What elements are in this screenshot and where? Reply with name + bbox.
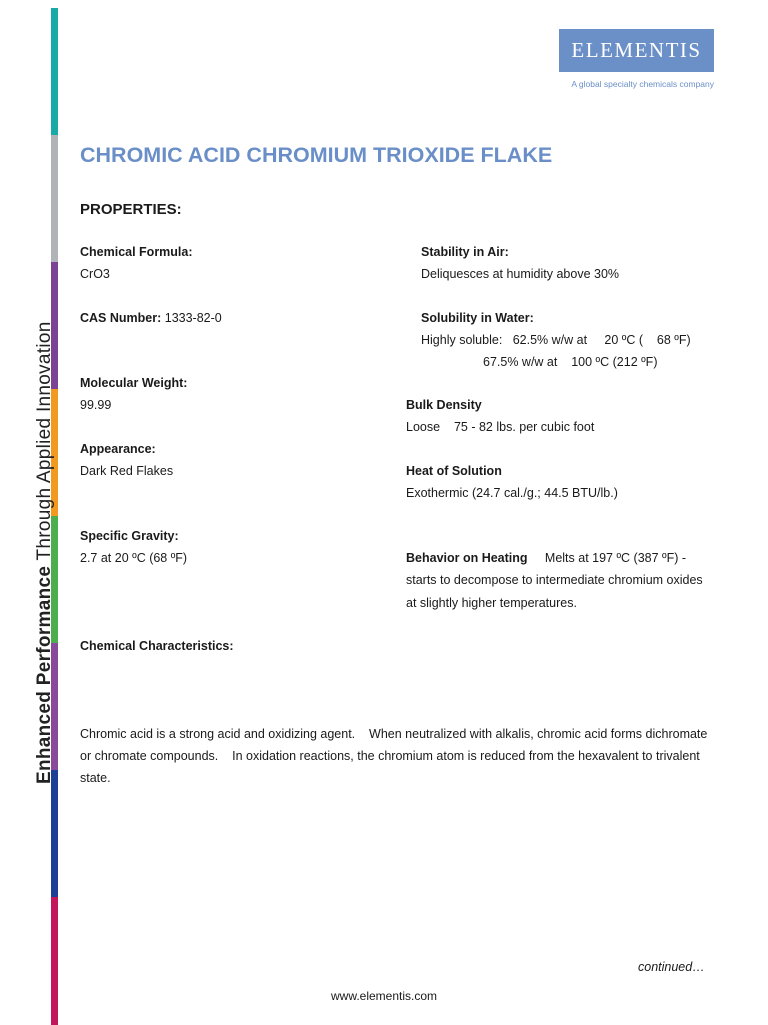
bulk-density-value: Loose 75 - 82 lbs. per cubic foot (406, 420, 595, 434)
logo-subtitle: A global specialty chemicals company (571, 79, 714, 89)
solubility-line-1: Highly soluble: 62.5% w/w at 20 ºC ( 68 ºF) (421, 333, 691, 347)
heating-line-1: Melts at 197 ºC (387 ºF) - (527, 551, 687, 565)
cas-value: 1333-82-0 (161, 311, 222, 325)
cas-label: CAS Number: (80, 311, 162, 325)
heating-row (406, 551, 686, 565)
sidebar-segment (51, 770, 58, 898)
logo-name: ELEMENTIS (571, 38, 702, 62)
stability-label: Stability in Air: (421, 245, 509, 259)
footer-url[interactable]: www.elementis.com (330, 989, 438, 1003)
sidebar-segment (51, 8, 58, 136)
heat-of-solution-label: Heat of Solution (406, 464, 502, 478)
appearance-value: Dark Red Flakes (80, 464, 174, 478)
tagline-bold: Enhanced Performance (34, 565, 55, 784)
solubility-label: Solubility in Water: (421, 311, 534, 325)
elementis-logo (559, 29, 714, 72)
formula-label: Chemical Formula: (80, 245, 193, 259)
sidebar-segment (51, 897, 58, 1025)
sidebar-segment (51, 135, 58, 263)
continued-note: continued… (638, 960, 705, 974)
tagline-rest: Through Applied Innovation (34, 321, 55, 566)
solubility-line-2: 67.5% w/w at 100 ºC (212 ºF) (483, 355, 658, 369)
characteristics-paragraph: Chromic acid is a strong acid and oxidizing agent. When neutralized with alkalis, chromic acid forms dichromate or chromate compounds. In oxidation reactions, the chromium atom is reduced from the hexavalent to trivalent state. (80, 727, 711, 785)
heat-of-solution-value: Exothermic (24.7 cal./g.; 44.5 BTU/lb.) (406, 486, 618, 500)
sg-label: Specific Gravity: (80, 529, 179, 543)
appearance-label: Appearance: (80, 442, 156, 456)
heating-line-2: starts to decompose to intermediate chromium oxides (406, 573, 703, 587)
sidebar-tagline (34, 321, 56, 784)
characteristics-label: Chemical Characteristics: (80, 639, 234, 653)
cas-row (80, 311, 222, 325)
mw-value: 99.99 (80, 398, 112, 412)
heating-label: Behavior on Heating (406, 551, 528, 565)
heating-line-3: at slightly higher temperatures. (406, 596, 577, 610)
formula-value: CrO3 (80, 267, 110, 281)
sg-value: 2.7 at 20 ºC (68 ºF) (80, 551, 188, 565)
bulk-density-label: Bulk Density (406, 398, 482, 412)
stability-value: Deliquesces at humidity above 30% (421, 267, 620, 281)
page-title: CHROMIC ACID CHROMIUM TRIOXIDE FLAKE (80, 143, 553, 167)
mw-label: Molecular Weight: (80, 376, 188, 390)
properties-heading: PROPERTIES: (80, 201, 182, 218)
